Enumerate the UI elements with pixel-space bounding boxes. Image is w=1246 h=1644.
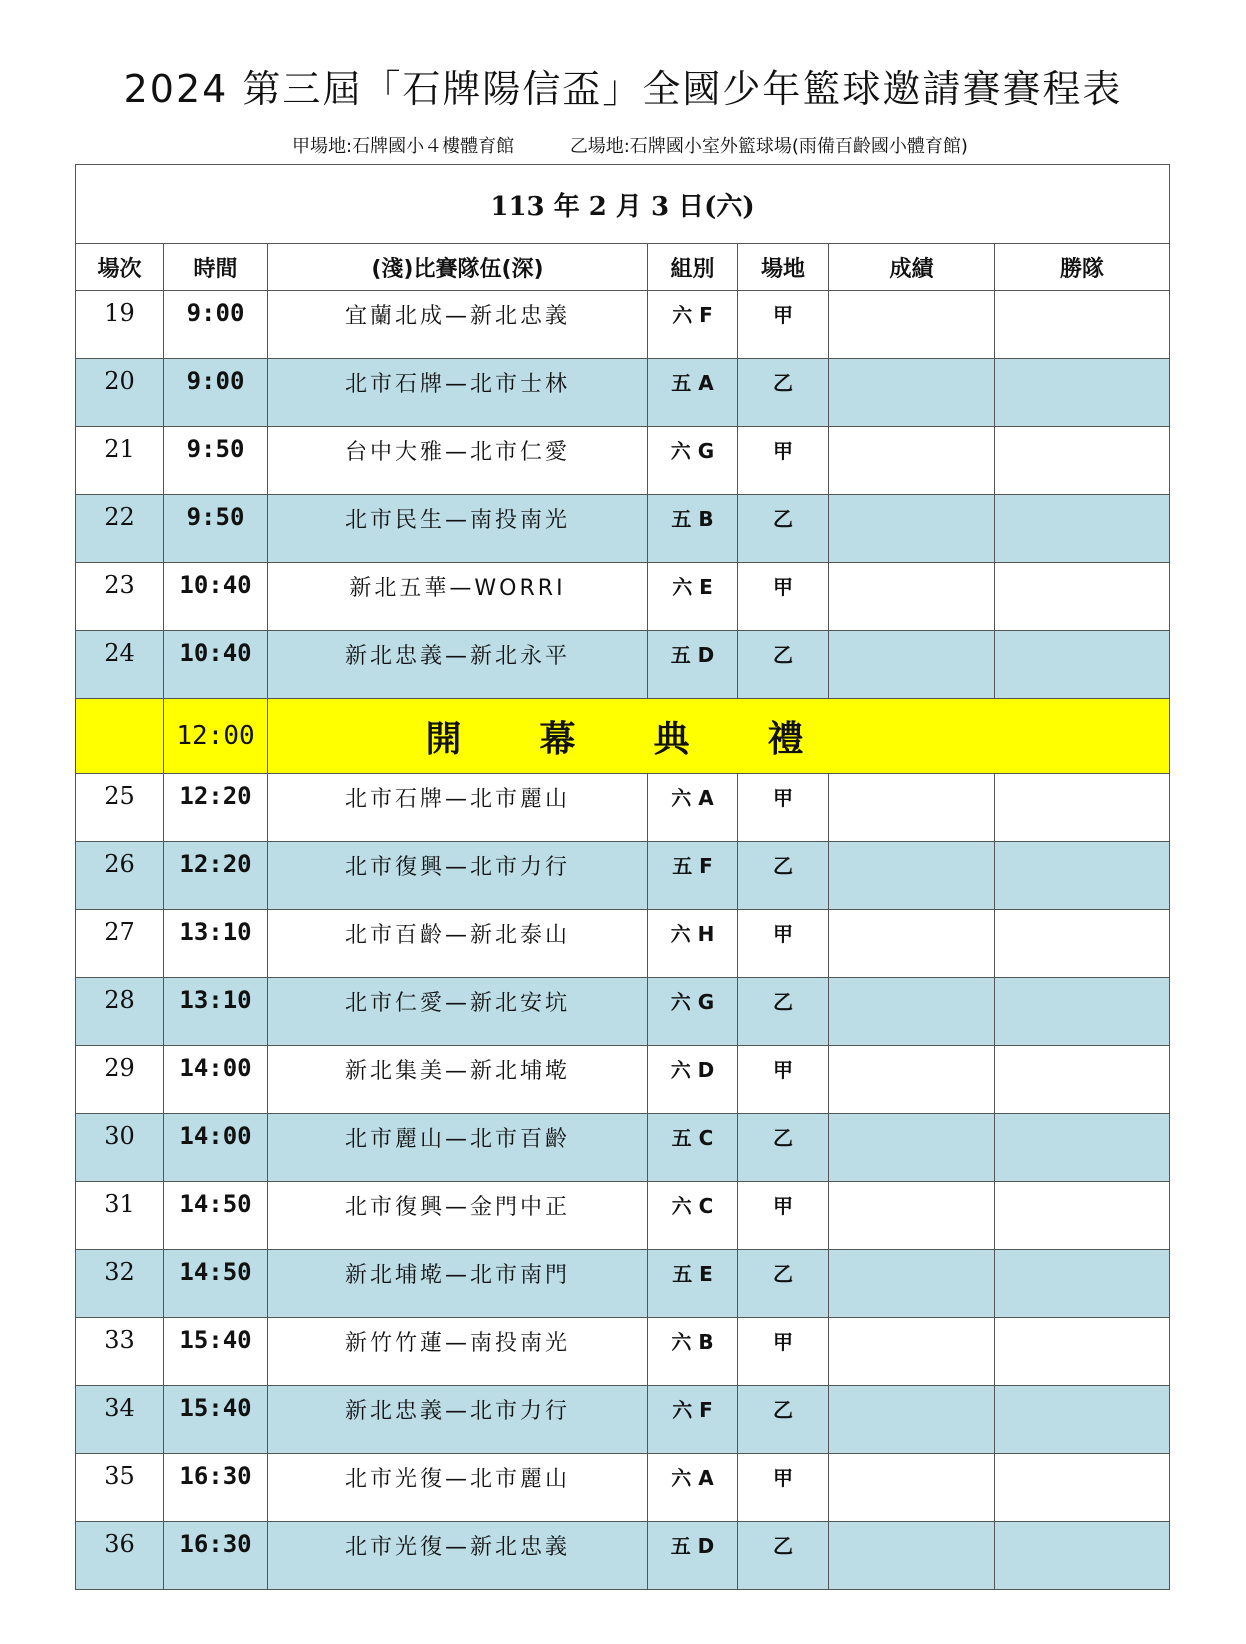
game-group: 六 G xyxy=(670,990,715,1014)
game-teams: 北市石牌—北市士林 xyxy=(344,372,570,397)
game-time: 14:50 xyxy=(179,1190,252,1218)
game-venue: 甲 xyxy=(773,1330,793,1354)
game-group-cell xyxy=(648,1522,738,1590)
game-teams-cell xyxy=(268,427,648,495)
game-row xyxy=(76,1522,1170,1590)
game-winner-cell xyxy=(995,1522,1170,1590)
game-teams: 北市復興—金門中正 xyxy=(344,1195,570,1220)
game-time: 12:20 xyxy=(179,782,252,810)
game-time: 9:00 xyxy=(186,367,245,395)
game-time: 10:40 xyxy=(179,639,252,667)
header-no: 場次 xyxy=(76,244,164,291)
schedule-table xyxy=(75,164,1170,1590)
game-score-cell xyxy=(829,978,995,1046)
game-number: 20 xyxy=(104,367,135,395)
game-group-cell xyxy=(648,563,738,631)
game-number-cell xyxy=(76,1318,164,1386)
game-score-cell xyxy=(829,631,995,699)
game-winner-cell xyxy=(995,563,1170,631)
game-number-cell xyxy=(76,1454,164,1522)
game-time: 13:10 xyxy=(179,918,252,946)
game-teams: 北市石牌—北市麗山 xyxy=(344,787,570,812)
game-number-cell xyxy=(76,291,164,359)
game-group: 六 F xyxy=(672,303,713,327)
game-venue-cell xyxy=(738,774,829,842)
game-row xyxy=(76,427,1170,495)
game-number: 33 xyxy=(104,1326,135,1354)
game-number: 24 xyxy=(104,639,135,667)
game-group-cell xyxy=(648,1182,738,1250)
game-score-cell xyxy=(829,774,995,842)
game-row xyxy=(76,842,1170,910)
game-number: 26 xyxy=(104,850,135,878)
game-row xyxy=(76,359,1170,427)
game-venue: 甲 xyxy=(773,1058,793,1082)
game-time-cell xyxy=(164,1522,268,1590)
game-row xyxy=(76,631,1170,699)
game-group: 六 H xyxy=(670,922,715,946)
game-time: 12:20 xyxy=(179,850,252,878)
game-time-cell xyxy=(164,1250,268,1318)
game-time-cell xyxy=(164,563,268,631)
game-teams-cell xyxy=(268,1250,648,1318)
game-number: 35 xyxy=(104,1462,135,1490)
game-teams-cell xyxy=(268,359,648,427)
game-venue-cell xyxy=(738,1386,829,1454)
game-group-cell xyxy=(648,1318,738,1386)
game-teams-cell xyxy=(268,563,648,631)
game-time: 16:30 xyxy=(179,1530,252,1558)
game-venue: 乙 xyxy=(773,643,793,667)
game-winner-cell xyxy=(995,978,1170,1046)
game-venue: 乙 xyxy=(773,1262,793,1286)
game-winner-cell xyxy=(995,1454,1170,1522)
game-winner-cell xyxy=(995,910,1170,978)
game-time: 14:00 xyxy=(179,1054,252,1082)
game-group: 六 B xyxy=(671,1330,714,1354)
game-number-cell xyxy=(76,978,164,1046)
game-winner-cell xyxy=(995,427,1170,495)
game-teams: 新北忠義—新北永平 xyxy=(344,644,570,669)
ceremony-label: 開幕典禮 xyxy=(268,699,1170,774)
game-time-cell xyxy=(164,495,268,563)
game-row xyxy=(76,495,1170,563)
header-group: 組別 xyxy=(648,244,738,291)
game-row xyxy=(76,910,1170,978)
game-teams-cell xyxy=(268,1318,648,1386)
game-venue: 乙 xyxy=(773,1398,793,1422)
game-score-cell xyxy=(829,359,995,427)
game-venue: 甲 xyxy=(773,922,793,946)
game-teams-cell xyxy=(268,291,648,359)
game-number: 31 xyxy=(104,1190,135,1218)
game-row xyxy=(76,978,1170,1046)
game-venue: 甲 xyxy=(773,303,793,327)
game-number-cell xyxy=(76,842,164,910)
game-winner-cell xyxy=(995,1114,1170,1182)
schedule-table-container xyxy=(75,164,1169,1590)
game-score-cell xyxy=(829,1046,995,1114)
game-teams: 新北集美—新北埔墘 xyxy=(344,1059,570,1084)
game-group-cell xyxy=(648,359,738,427)
game-group-cell xyxy=(648,1250,738,1318)
game-venue-cell xyxy=(738,631,829,699)
game-teams-cell xyxy=(268,1182,648,1250)
game-group: 五 E xyxy=(672,1262,713,1286)
game-venue: 甲 xyxy=(773,575,793,599)
game-time: 9:50 xyxy=(186,503,245,531)
game-group: 六 F xyxy=(672,1398,713,1422)
game-group-cell xyxy=(648,631,738,699)
game-winner-cell xyxy=(995,359,1170,427)
game-venue: 甲 xyxy=(773,439,793,463)
venue-a-label: 甲場地:石牌國小４樓體育館 xyxy=(292,136,515,157)
game-venue-cell xyxy=(738,910,829,978)
game-time: 16:30 xyxy=(179,1462,252,1490)
game-venue-cell xyxy=(738,359,829,427)
game-row xyxy=(76,1318,1170,1386)
header-score: 成績 xyxy=(829,244,995,291)
game-teams-cell xyxy=(268,1522,648,1590)
game-score-cell xyxy=(829,1522,995,1590)
game-venue-cell xyxy=(738,1522,829,1590)
game-group: 五 A xyxy=(671,371,714,395)
game-score-cell xyxy=(829,1318,995,1386)
game-winner-cell xyxy=(995,495,1170,563)
game-time-cell xyxy=(164,774,268,842)
game-winner-cell xyxy=(995,1250,1170,1318)
game-group-cell xyxy=(648,1386,738,1454)
game-group: 六 E xyxy=(672,575,713,599)
game-number-cell xyxy=(76,1114,164,1182)
game-time-cell xyxy=(164,1182,268,1250)
game-venue-cell xyxy=(738,495,829,563)
game-time-cell xyxy=(164,1114,268,1182)
game-teams-cell xyxy=(268,910,648,978)
game-time-cell xyxy=(164,910,268,978)
venue-b-label: 乙場地:石牌國小室外籃球場(雨備百齡國小體育館) xyxy=(569,136,968,157)
game-number: 34 xyxy=(104,1394,135,1422)
game-time: 10:40 xyxy=(179,571,252,599)
ceremony-blank-cell xyxy=(76,699,164,774)
game-winner-cell xyxy=(995,774,1170,842)
game-time-cell xyxy=(164,1318,268,1386)
game-teams-cell xyxy=(268,1114,648,1182)
game-teams: 北市光復—新北忠義 xyxy=(344,1535,570,1560)
schedule-date: 113 年 2 月 3 日(六) xyxy=(76,165,1170,244)
game-group-cell xyxy=(648,842,738,910)
game-score-cell xyxy=(829,291,995,359)
game-winner-cell xyxy=(995,631,1170,699)
header-venue: 場地 xyxy=(738,244,829,291)
game-time: 14:50 xyxy=(179,1258,252,1286)
game-winner-cell xyxy=(995,1182,1170,1250)
game-number-cell xyxy=(76,359,164,427)
game-teams: 新北五華—WORRI xyxy=(349,576,566,601)
page-title: 2024 第三屆「石牌陽信盃」全國少年籃球邀請賽賽程表 xyxy=(123,67,1123,111)
game-group-cell xyxy=(648,1454,738,1522)
game-group: 五 B xyxy=(671,507,714,531)
game-teams: 宜蘭北成—新北忠義 xyxy=(344,304,570,329)
game-row xyxy=(76,1114,1170,1182)
game-group: 六 D xyxy=(670,1058,715,1082)
game-number-cell xyxy=(76,563,164,631)
game-teams: 北市仁愛—新北安坑 xyxy=(344,991,570,1016)
game-teams: 新北埔墘—北市南門 xyxy=(344,1263,570,1288)
game-number: 27 xyxy=(104,918,135,946)
game-row xyxy=(76,1182,1170,1250)
game-time-cell xyxy=(164,1386,268,1454)
game-venue-cell xyxy=(738,427,829,495)
game-venue: 甲 xyxy=(773,1466,793,1490)
game-teams-cell xyxy=(268,1046,648,1114)
game-row xyxy=(76,1046,1170,1114)
game-group: 六 A xyxy=(671,1466,714,1490)
game-number-cell xyxy=(76,495,164,563)
game-number-cell xyxy=(76,1386,164,1454)
game-teams: 北市百齡—新北泰山 xyxy=(344,923,570,948)
game-time: 9:50 xyxy=(186,435,245,463)
game-number: 29 xyxy=(104,1054,135,1082)
game-score-cell xyxy=(829,427,995,495)
game-group: 五 F xyxy=(672,854,713,878)
game-number: 30 xyxy=(104,1122,135,1150)
game-teams: 台中大雅—北市仁愛 xyxy=(344,440,570,465)
game-time: 13:10 xyxy=(179,986,252,1014)
game-group: 六 A xyxy=(671,786,714,810)
game-group-cell xyxy=(648,1114,738,1182)
opening-ceremony-row xyxy=(76,699,1170,774)
header-winner: 勝隊 xyxy=(995,244,1170,291)
game-row xyxy=(76,1250,1170,1318)
game-teams-cell xyxy=(268,1454,648,1522)
game-time-cell xyxy=(164,1046,268,1114)
game-teams-cell xyxy=(268,842,648,910)
game-venue-cell xyxy=(738,291,829,359)
game-venue: 乙 xyxy=(773,990,793,1014)
game-row xyxy=(76,291,1170,359)
game-venue-cell xyxy=(738,1182,829,1250)
game-group-cell xyxy=(648,291,738,359)
game-venue: 乙 xyxy=(773,1126,793,1150)
game-group: 五 C xyxy=(671,1126,714,1150)
game-row xyxy=(76,1386,1170,1454)
game-teams: 北市光復—北市麗山 xyxy=(344,1467,570,1492)
game-teams: 北市復興—北市力行 xyxy=(344,855,570,880)
game-time-cell xyxy=(164,842,268,910)
game-time-cell xyxy=(164,978,268,1046)
game-group: 五 D xyxy=(670,643,715,667)
game-teams-cell xyxy=(268,1386,648,1454)
game-number-cell xyxy=(76,427,164,495)
game-time-cell xyxy=(164,631,268,699)
game-number: 21 xyxy=(104,435,135,463)
game-teams: 北市麗山—北市百齡 xyxy=(344,1127,570,1152)
game-venue: 乙 xyxy=(773,371,793,395)
game-group: 六 G xyxy=(670,439,715,463)
game-venue: 甲 xyxy=(773,786,793,810)
game-winner-cell xyxy=(995,1046,1170,1114)
header-row xyxy=(76,244,1170,291)
game-winner-cell xyxy=(995,1386,1170,1454)
game-venue: 乙 xyxy=(773,1534,793,1558)
game-score-cell xyxy=(829,1114,995,1182)
game-venue-cell xyxy=(738,1454,829,1522)
game-time-cell xyxy=(164,427,268,495)
game-group-cell xyxy=(648,774,738,842)
game-group: 五 D xyxy=(670,1534,715,1558)
game-number-cell xyxy=(76,1046,164,1114)
game-score-cell xyxy=(829,842,995,910)
game-group-cell xyxy=(648,1046,738,1114)
game-number-cell xyxy=(76,774,164,842)
game-group-cell xyxy=(648,978,738,1046)
game-score-cell xyxy=(829,1454,995,1522)
game-time-cell xyxy=(164,359,268,427)
game-score-cell xyxy=(829,1182,995,1250)
game-number-cell xyxy=(76,631,164,699)
game-number-cell xyxy=(76,910,164,978)
game-number: 22 xyxy=(104,503,135,531)
game-venue: 乙 xyxy=(773,854,793,878)
game-score-cell xyxy=(829,1386,995,1454)
game-teams: 新竹竹蓮—南投南光 xyxy=(344,1331,570,1356)
game-number: 32 xyxy=(104,1258,135,1286)
game-group-cell xyxy=(648,427,738,495)
game-time: 9:00 xyxy=(186,299,245,327)
game-score-cell xyxy=(829,563,995,631)
game-score-cell xyxy=(829,1250,995,1318)
game-venue-cell xyxy=(738,842,829,910)
game-winner-cell xyxy=(995,291,1170,359)
game-teams: 北市民生—南投南光 xyxy=(344,508,570,533)
game-number: 23 xyxy=(104,571,135,599)
game-time: 15:40 xyxy=(179,1326,252,1354)
game-group: 六 C xyxy=(671,1194,714,1218)
venue-legend xyxy=(292,132,1018,158)
game-score-cell xyxy=(829,910,995,978)
game-teams-cell xyxy=(268,631,648,699)
game-row xyxy=(76,1454,1170,1522)
game-venue-cell xyxy=(738,1318,829,1386)
game-teams-cell xyxy=(268,978,648,1046)
game-venue: 乙 xyxy=(773,507,793,531)
game-number: 25 xyxy=(104,782,135,810)
game-row xyxy=(76,563,1170,631)
game-venue-cell xyxy=(738,1114,829,1182)
game-time: 14:00 xyxy=(179,1122,252,1150)
game-row xyxy=(76,774,1170,842)
game-teams-cell xyxy=(268,774,648,842)
game-number-cell xyxy=(76,1250,164,1318)
game-group-cell xyxy=(648,910,738,978)
game-venue-cell xyxy=(738,563,829,631)
game-number-cell xyxy=(76,1182,164,1250)
ceremony-time: 12:00 xyxy=(164,699,268,774)
header-time: 時間 xyxy=(164,244,268,291)
game-group-cell xyxy=(648,495,738,563)
header-teams: (淺)比賽隊伍(深) xyxy=(268,244,648,291)
game-winner-cell xyxy=(995,1318,1170,1386)
game-venue-cell xyxy=(738,1250,829,1318)
game-winner-cell xyxy=(995,842,1170,910)
game-venue-cell xyxy=(738,1046,829,1114)
game-score-cell xyxy=(829,495,995,563)
game-number: 28 xyxy=(104,986,135,1014)
game-time-cell xyxy=(164,1454,268,1522)
game-teams: 新北忠義—北市力行 xyxy=(344,1399,570,1424)
date-row xyxy=(76,165,1170,244)
game-teams-cell xyxy=(268,495,648,563)
game-venue-cell xyxy=(738,978,829,1046)
game-time-cell xyxy=(164,291,268,359)
game-venue: 甲 xyxy=(773,1194,793,1218)
game-number: 19 xyxy=(104,299,135,327)
game-number: 36 xyxy=(104,1530,135,1558)
game-time: 15:40 xyxy=(179,1394,252,1422)
game-number-cell xyxy=(76,1522,164,1590)
